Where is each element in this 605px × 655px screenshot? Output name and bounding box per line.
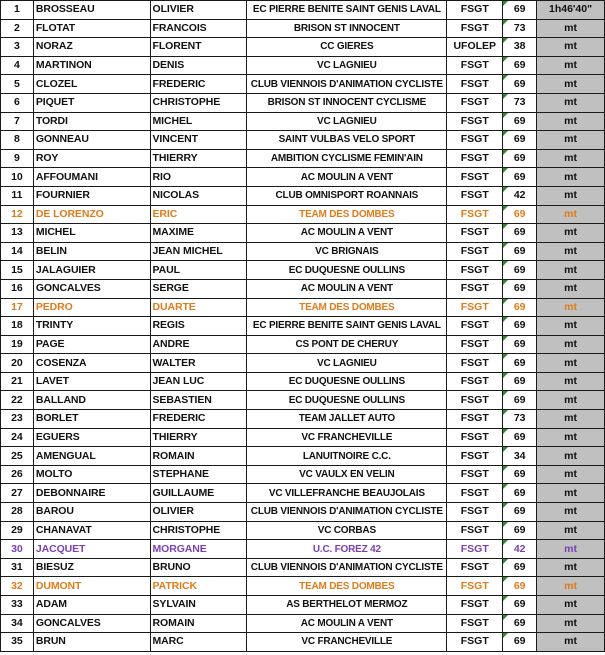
rank-cell[interactable]: 11	[1, 186, 34, 205]
rank-cell[interactable]: 19	[1, 335, 34, 354]
result-row	[1, 596, 605, 615]
time-cell[interactable]: mt	[537, 317, 605, 336]
time-cell[interactable]: mt	[537, 56, 605, 75]
federation-cell[interactable]: FSGT	[447, 93, 503, 112]
time-cell[interactable]: mt	[537, 19, 605, 38]
club-cell[interactable]: CLUB OMNISPORT ROANNAIS	[247, 186, 447, 205]
time-cell[interactable]: mt	[537, 354, 605, 373]
department-cell[interactable]: 69	[503, 372, 537, 391]
time-cell[interactable]: mt	[537, 428, 605, 447]
firstname-cell[interactable]: THIERRY	[150, 428, 247, 447]
rank-cell[interactable]: 5	[1, 75, 34, 94]
time-cell[interactable]: mt	[537, 372, 605, 391]
time-cell[interactable]: mt	[537, 633, 605, 652]
surname-cell[interactable]: PIQUET	[33, 93, 150, 112]
time-cell[interactable]: mt	[537, 391, 605, 410]
firstname-cell[interactable]: MAXIME	[150, 224, 247, 243]
department-cell[interactable]: 69	[503, 391, 537, 410]
club-cell[interactable]: VC VAULX EN VELIN	[247, 465, 447, 484]
federation-cell[interactable]: FSGT	[447, 354, 503, 373]
department-cell[interactable]: 69	[503, 205, 537, 224]
result-row	[1, 521, 605, 540]
firstname-cell[interactable]: CHRISTOPHE	[150, 93, 247, 112]
rank-cell[interactable]: 22	[1, 391, 34, 410]
federation-cell[interactable]: FSGT	[447, 503, 503, 522]
club-cell[interactable]: TEAM DES DOMBES	[247, 577, 447, 596]
time-cell[interactable]: mt	[537, 596, 605, 615]
time-cell[interactable]: mt	[537, 93, 605, 112]
rank-cell[interactable]: 18	[1, 317, 34, 336]
club-cell[interactable]: VC CORBAS	[247, 521, 447, 540]
club-cell[interactable]: CLUB VIENNOIS D'ANIMATION CYCLISTE	[247, 503, 447, 522]
surname-cell[interactable]: MARTINON	[33, 56, 150, 75]
firstname-cell[interactable]: ANDRE	[150, 335, 247, 354]
department-cell[interactable]: 69	[503, 633, 537, 652]
result-row	[1, 335, 605, 354]
time-cell[interactable]: mt	[537, 410, 605, 429]
club-cell[interactable]: AC MOULIN A VENT	[247, 224, 447, 243]
club-cell[interactable]: EC DUQUESNE OULLINS	[247, 372, 447, 391]
federation-cell[interactable]: FSGT	[447, 484, 503, 503]
rank-cell[interactable]: 35	[1, 633, 34, 652]
firstname-cell[interactable]: SEBASTIEN	[150, 391, 247, 410]
club-cell[interactable]: CLUB VIENNOIS D'ANIMATION CYCLISTE	[247, 75, 447, 94]
result-row	[1, 614, 605, 633]
department-cell[interactable]: 69	[503, 168, 537, 187]
department-cell[interactable]: 69	[503, 261, 537, 280]
rank-cell[interactable]: 12	[1, 205, 34, 224]
firstname-cell[interactable]: REGIS	[150, 317, 247, 336]
time-cell[interactable]: mt	[537, 149, 605, 168]
result-row	[1, 317, 605, 336]
surname-cell[interactable]: TRINTY	[33, 317, 150, 336]
time-cell[interactable]: mt	[537, 577, 605, 596]
club-cell[interactable]: AMBITION CYCLISME FEMIN'AIN	[247, 149, 447, 168]
firstname-cell[interactable]: ROMAIN	[150, 614, 247, 633]
result-row	[1, 447, 605, 466]
club-cell[interactable]: VC FRANCHEVILLE	[247, 428, 447, 447]
time-cell[interactable]: mt	[537, 224, 605, 243]
result-row	[1, 242, 605, 261]
surname-cell[interactable]: COSENZA	[33, 354, 150, 373]
federation-cell[interactable]: FSGT	[447, 447, 503, 466]
time-cell[interactable]: mt	[537, 168, 605, 187]
surname-cell[interactable]: BELIN	[33, 242, 150, 261]
club-cell[interactable]: CS PONT DE CHERUY	[247, 335, 447, 354]
department-cell[interactable]: 69	[503, 465, 537, 484]
federation-cell[interactable]: FSGT	[447, 372, 503, 391]
firstname-cell[interactable]: VINCENT	[150, 131, 247, 150]
surname-cell[interactable]: CHANAVAT	[33, 521, 150, 540]
rank-cell[interactable]: 8	[1, 131, 34, 150]
firstname-cell[interactable]: FLORENT	[150, 38, 247, 57]
result-row	[1, 465, 605, 484]
surname-cell[interactable]: DE LORENZO	[33, 205, 150, 224]
club-cell[interactable]: CC GIERES	[247, 38, 447, 57]
rank-cell[interactable]: 4	[1, 56, 34, 75]
time-cell[interactable]: mt	[537, 298, 605, 317]
federation-cell[interactable]: FSGT	[447, 521, 503, 540]
federation-cell[interactable]: FSGT	[447, 335, 503, 354]
time-cell[interactable]: mt	[537, 614, 605, 633]
department-cell[interactable]: 69	[503, 131, 537, 150]
department-cell[interactable]: 69	[503, 596, 537, 615]
surname-cell[interactable]: JALAGUIER	[33, 261, 150, 280]
federation-cell[interactable]: FSGT	[447, 205, 503, 224]
result-row	[1, 428, 605, 447]
surname-cell[interactable]: AFFOUMANI	[33, 168, 150, 187]
federation-cell[interactable]: FSGT	[447, 428, 503, 447]
rank-cell[interactable]: 9	[1, 149, 34, 168]
federation-cell[interactable]: UFOLEP	[447, 38, 503, 57]
club-cell[interactable]: BRISON ST INNOCENT	[247, 19, 447, 38]
surname-cell[interactable]: MICHEL	[33, 224, 150, 243]
firstname-cell[interactable]: MARC	[150, 633, 247, 652]
surname-cell[interactable]: FLOTAT	[33, 19, 150, 38]
time-cell[interactable]: mt	[537, 38, 605, 57]
surname-cell[interactable]: BAROU	[33, 503, 150, 522]
surname-cell[interactable]: PEDRO	[33, 298, 150, 317]
result-row	[1, 484, 605, 503]
department-cell[interactable]: 73	[503, 93, 537, 112]
surname-cell[interactable]: EGUERS	[33, 428, 150, 447]
surname-cell[interactable]: BALLAND	[33, 391, 150, 410]
time-cell[interactable]: mt	[537, 186, 605, 205]
federation-cell[interactable]: FSGT	[447, 242, 503, 261]
firstname-cell[interactable]: THIERRY	[150, 149, 247, 168]
firstname-cell[interactable]: BRUNO	[150, 558, 247, 577]
time-cell[interactable]: mt	[537, 205, 605, 224]
surname-cell[interactable]: BIESUZ	[33, 558, 150, 577]
rank-cell[interactable]: 30	[1, 540, 34, 559]
surname-cell[interactable]: BRUN	[33, 633, 150, 652]
department-cell[interactable]: 69	[503, 242, 537, 261]
federation-cell[interactable]: FSGT	[447, 224, 503, 243]
surname-cell[interactable]: GONCALVES	[33, 614, 150, 633]
department-cell[interactable]: 69	[503, 56, 537, 75]
firstname-cell[interactable]: JEAN MICHEL	[150, 242, 247, 261]
rank-cell[interactable]: 1	[1, 1, 34, 20]
department-cell[interactable]: 69	[503, 614, 537, 633]
department-cell[interactable]: 69	[503, 1, 537, 20]
department-cell[interactable]: 69	[503, 335, 537, 354]
result-row	[1, 279, 605, 298]
rank-cell[interactable]: 21	[1, 372, 34, 391]
results-body	[1, 1, 605, 652]
rank-cell[interactable]: 16	[1, 279, 34, 298]
firstname-cell[interactable]: OLIVIER	[150, 503, 247, 522]
result-row	[1, 38, 605, 57]
firstname-cell[interactable]: OLIVIER	[150, 1, 247, 20]
firstname-cell[interactable]: ROMAIN	[150, 447, 247, 466]
result-row	[1, 540, 605, 559]
federation-cell[interactable]: FSGT	[447, 298, 503, 317]
firstname-cell[interactable]: MORGANE	[150, 540, 247, 559]
club-cell[interactable]: TEAM DES DOMBES	[247, 298, 447, 317]
club-cell[interactable]: VC LAGNIEU	[247, 56, 447, 75]
result-row	[1, 372, 605, 391]
surname-cell[interactable]: MOLTO	[33, 465, 150, 484]
club-cell[interactable]: EC PIERRE BENITE SAINT GENIS LAVAL	[247, 317, 447, 336]
federation-cell[interactable]: FSGT	[447, 112, 503, 131]
club-cell[interactable]: VC LAGNIEU	[247, 112, 447, 131]
result-row	[1, 149, 605, 168]
department-cell[interactable]: 73	[503, 19, 537, 38]
time-cell[interactable]: mt	[537, 279, 605, 298]
department-cell[interactable]: 69	[503, 558, 537, 577]
result-row	[1, 224, 605, 243]
federation-cell[interactable]: FSGT	[447, 633, 503, 652]
rank-cell[interactable]: 31	[1, 558, 34, 577]
firstname-cell[interactable]: GUILLAUME	[150, 484, 247, 503]
time-cell[interactable]: mt	[537, 447, 605, 466]
firstname-cell[interactable]: PAUL	[150, 261, 247, 280]
result-row	[1, 298, 605, 317]
rank-cell[interactable]: 17	[1, 298, 34, 317]
department-cell[interactable]: 42	[503, 186, 537, 205]
result-row	[1, 186, 605, 205]
surname-cell[interactable]: JACQUET	[33, 540, 150, 559]
rank-cell[interactable]: 28	[1, 503, 34, 522]
club-cell[interactable]: EC DUQUESNE OULLINS	[247, 261, 447, 280]
firstname-cell[interactable]: FREDERIC	[150, 410, 247, 429]
surname-cell[interactable]: DUMONT	[33, 577, 150, 596]
federation-cell[interactable]: FSGT	[447, 540, 503, 559]
surname-cell[interactable]: TORDI	[33, 112, 150, 131]
club-cell[interactable]: CLUB VIENNOIS D'ANIMATION CYCLISTE	[247, 558, 447, 577]
surname-cell[interactable]: GONCALVES	[33, 279, 150, 298]
department-cell[interactable]: 69	[503, 484, 537, 503]
federation-cell[interactable]: FSGT	[447, 261, 503, 280]
club-cell[interactable]: AS BERTHELOT MERMOZ	[247, 596, 447, 615]
firstname-cell[interactable]: FREDERIC	[150, 75, 247, 94]
federation-cell[interactable]: FSGT	[447, 614, 503, 633]
club-cell[interactable]: VC FRANCHEVILLE	[247, 633, 447, 652]
firstname-cell[interactable]: STEPHANE	[150, 465, 247, 484]
club-cell[interactable]: AC MOULIN A VENT	[247, 279, 447, 298]
federation-cell[interactable]: FSGT	[447, 279, 503, 298]
federation-cell[interactable]: FSGT	[447, 186, 503, 205]
result-row	[1, 168, 605, 187]
time-cell[interactable]: mt	[537, 242, 605, 261]
rank-cell[interactable]: 7	[1, 112, 34, 131]
rank-cell[interactable]: 23	[1, 410, 34, 429]
federation-cell[interactable]: FSGT	[447, 558, 503, 577]
result-row	[1, 112, 605, 131]
club-cell[interactable]: EC PIERRE BENITE SAINT GENIS LAVAL	[247, 1, 447, 20]
result-row	[1, 354, 605, 373]
department-cell[interactable]: 38	[503, 38, 537, 57]
department-cell[interactable]: 69	[503, 75, 537, 94]
result-row	[1, 577, 605, 596]
department-cell[interactable]: 73	[503, 410, 537, 429]
rank-cell[interactable]: 27	[1, 484, 34, 503]
firstname-cell[interactable]: DENIS	[150, 56, 247, 75]
department-cell[interactable]: 34	[503, 447, 537, 466]
rank-cell[interactable]: 20	[1, 354, 34, 373]
department-cell[interactable]: 69	[503, 521, 537, 540]
surname-cell[interactable]: BROSSEAU	[33, 1, 150, 20]
result-row	[1, 503, 605, 522]
rank-cell[interactable]: 6	[1, 93, 34, 112]
club-cell[interactable]: AC MOULIN A VENT	[247, 614, 447, 633]
rank-cell[interactable]: 2	[1, 19, 34, 38]
time-cell[interactable]: mt	[537, 540, 605, 559]
federation-cell[interactable]: FSGT	[447, 168, 503, 187]
firstname-cell[interactable]: NICOLAS	[150, 186, 247, 205]
result-row	[1, 1, 605, 20]
club-cell[interactable]: TEAM JALLET AUTO	[247, 410, 447, 429]
rank-cell[interactable]: 25	[1, 447, 34, 466]
department-cell[interactable]: 69	[503, 112, 537, 131]
time-cell[interactable]: mt	[537, 335, 605, 354]
time-cell[interactable]: mt	[537, 75, 605, 94]
result-row	[1, 261, 605, 280]
club-cell[interactable]: TEAM DES DOMBES	[247, 205, 447, 224]
firstname-cell[interactable]: JEAN LUC	[150, 372, 247, 391]
firstname-cell[interactable]: FRANCOIS	[150, 19, 247, 38]
result-row	[1, 56, 605, 75]
federation-cell[interactable]: FSGT	[447, 1, 503, 20]
club-cell[interactable]: VC BRIGNAIS	[247, 242, 447, 261]
department-cell[interactable]: 69	[503, 503, 537, 522]
club-cell[interactable]: LANUITNOIRE C.C.	[247, 447, 447, 466]
rank-cell[interactable]: 24	[1, 428, 34, 447]
department-cell[interactable]: 69	[503, 577, 537, 596]
time-cell[interactable]: mt	[537, 465, 605, 484]
firstname-cell[interactable]: ERIC	[150, 205, 247, 224]
firstname-cell[interactable]: SYLVAIN	[150, 596, 247, 615]
club-cell[interactable]: VC LAGNIEU	[247, 354, 447, 373]
club-cell[interactable]: VC VILLEFRANCHE BEAUJOLAIS	[247, 484, 447, 503]
club-cell[interactable]: BRISON ST INNOCENT CYCLISME	[247, 93, 447, 112]
club-cell[interactable]: SAINT VULBAS VELO SPORT	[247, 131, 447, 150]
rank-cell[interactable]: 26	[1, 465, 34, 484]
time-cell[interactable]: mt	[537, 484, 605, 503]
result-row	[1, 633, 605, 652]
department-cell[interactable]: 69	[503, 354, 537, 373]
federation-cell[interactable]: FSGT	[447, 577, 503, 596]
department-cell[interactable]: 69	[503, 317, 537, 336]
time-cell[interactable]: 1h46'40"	[537, 1, 605, 20]
rank-cell[interactable]: 32	[1, 577, 34, 596]
federation-cell[interactable]: FSGT	[447, 19, 503, 38]
department-cell[interactable]: 69	[503, 428, 537, 447]
time-cell[interactable]: mt	[537, 521, 605, 540]
federation-cell[interactable]: FSGT	[447, 317, 503, 336]
firstname-cell[interactable]: MICHEL	[150, 112, 247, 131]
time-cell[interactable]: mt	[537, 112, 605, 131]
department-cell[interactable]: 42	[503, 540, 537, 559]
result-row	[1, 205, 605, 224]
surname-cell[interactable]: ROY	[33, 149, 150, 168]
department-cell[interactable]: 69	[503, 298, 537, 317]
result-row	[1, 410, 605, 429]
surname-cell[interactable]: DEBONNAIRE	[33, 484, 150, 503]
result-row	[1, 558, 605, 577]
club-cell[interactable]: U.C. FOREZ 42	[247, 540, 447, 559]
rank-cell[interactable]: 15	[1, 261, 34, 280]
time-cell[interactable]: mt	[537, 261, 605, 280]
rank-cell[interactable]: 29	[1, 521, 34, 540]
federation-cell[interactable]: FSGT	[447, 56, 503, 75]
federation-cell[interactable]: FSGT	[447, 149, 503, 168]
result-row	[1, 19, 605, 38]
surname-cell[interactable]: GONNEAU	[33, 131, 150, 150]
rank-cell[interactable]: 3	[1, 38, 34, 57]
rank-cell[interactable]: 33	[1, 596, 34, 615]
surname-cell[interactable]: BORLET	[33, 410, 150, 429]
firstname-cell[interactable]: WALTER	[150, 354, 247, 373]
surname-cell[interactable]: LAVET	[33, 372, 150, 391]
surname-cell[interactable]: AMENGUAL	[33, 447, 150, 466]
time-cell[interactable]: mt	[537, 131, 605, 150]
federation-cell[interactable]: FSGT	[447, 410, 503, 429]
club-cell[interactable]: EC DUQUESNE OULLINS	[247, 391, 447, 410]
time-cell[interactable]: mt	[537, 503, 605, 522]
result-row	[1, 391, 605, 410]
result-row	[1, 93, 605, 112]
result-row	[1, 75, 605, 94]
rank-cell[interactable]: 14	[1, 242, 34, 261]
federation-cell[interactable]: FSGT	[447, 596, 503, 615]
rank-cell[interactable]: 10	[1, 168, 34, 187]
surname-cell[interactable]: CLOZEL	[33, 75, 150, 94]
department-cell[interactable]: 69	[503, 224, 537, 243]
time-cell[interactable]: mt	[537, 558, 605, 577]
result-row	[1, 131, 605, 150]
firstname-cell[interactable]: CHRISTOPHE	[150, 521, 247, 540]
surname-cell[interactable]: PAGE	[33, 335, 150, 354]
club-cell[interactable]: AC MOULIN A VENT	[247, 168, 447, 187]
rank-cell[interactable]: 13	[1, 224, 34, 243]
firstname-cell[interactable]: RIO	[150, 168, 247, 187]
department-cell[interactable]: 69	[503, 279, 537, 298]
federation-cell[interactable]: FSGT	[447, 465, 503, 484]
federation-cell[interactable]: FSGT	[447, 131, 503, 150]
federation-cell[interactable]: FSGT	[447, 75, 503, 94]
surname-cell[interactable]: NORAZ	[33, 38, 150, 57]
firstname-cell[interactable]: PATRICK	[150, 577, 247, 596]
firstname-cell[interactable]: DUARTE	[150, 298, 247, 317]
firstname-cell[interactable]: SERGE	[150, 279, 247, 298]
department-cell[interactable]: 69	[503, 149, 537, 168]
rank-cell[interactable]: 34	[1, 614, 34, 633]
surname-cell[interactable]: FOURNIER	[33, 186, 150, 205]
federation-cell[interactable]: FSGT	[447, 391, 503, 410]
surname-cell[interactable]: ADAM	[33, 596, 150, 615]
